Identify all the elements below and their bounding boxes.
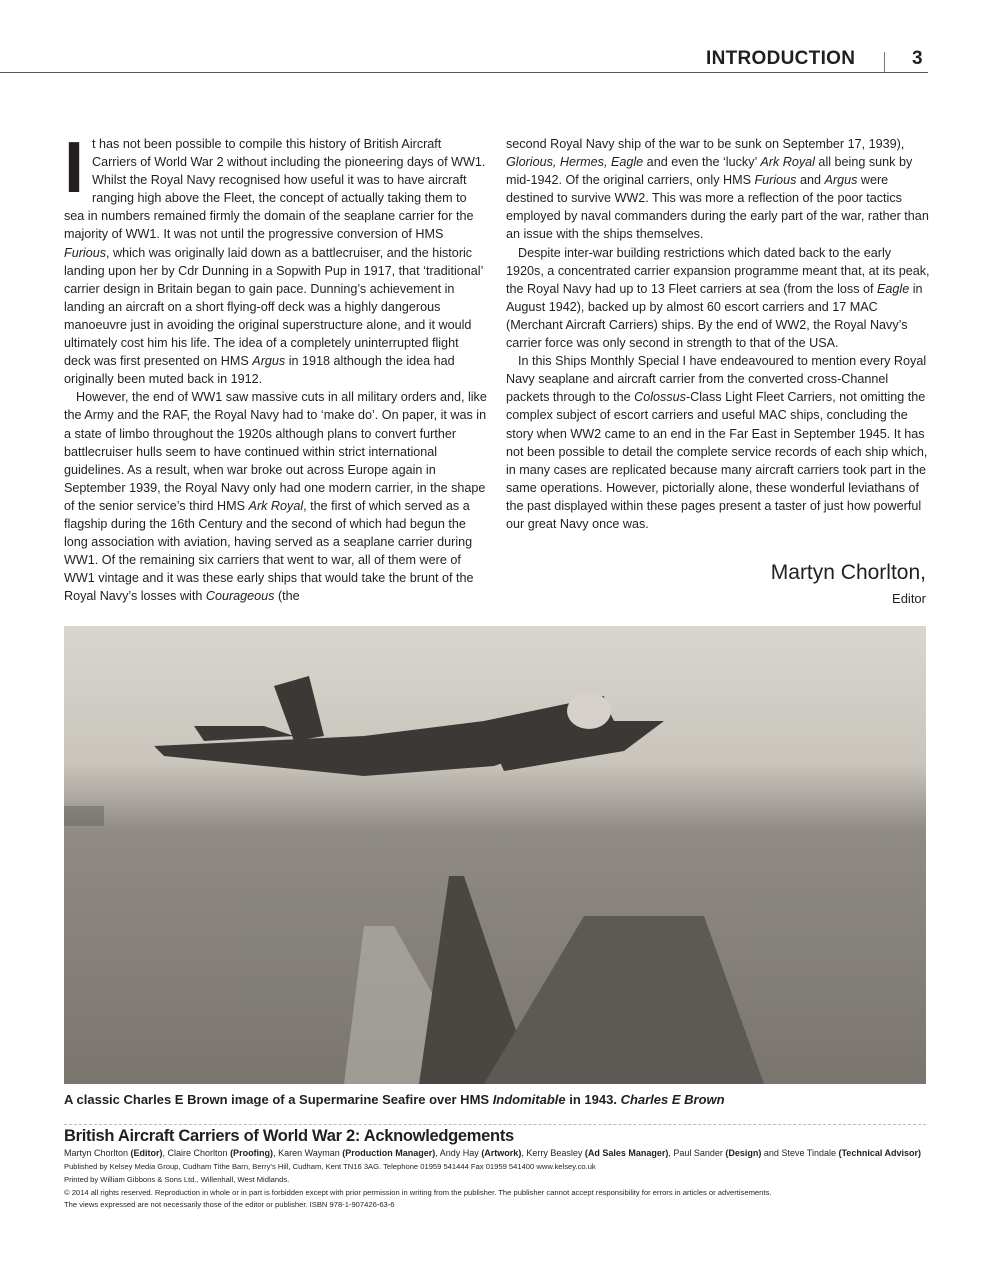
text-run: Indomitable (492, 1092, 566, 1107)
text-run: (the (274, 589, 300, 604)
seafire-photo (64, 626, 926, 1084)
text-run: Colossus (634, 390, 686, 405)
text-run: and (796, 173, 825, 188)
article-column-2 (506, 135, 930, 533)
text-run: were destined to survive WW2. This was more a reflection of the poor tactics employed by naval commanders during the early part of the war, rather than an issue with the ships themselves. (506, 173, 929, 242)
text-run: (Proofing) (230, 1148, 274, 1158)
text-run: and Steve Tindale (761, 1148, 839, 1158)
credits (64, 1148, 921, 1158)
author-signature: Martyn Chorlton, (770, 561, 926, 584)
text-run: all being sunk by mid-1942. Of the original carriers, only HMS (506, 155, 913, 188)
text-run: Courageous (205, 589, 275, 604)
text-run: In this Ships Monthly Special I have endeavoured to mention every Royal Navy seaplane and aircraft carrier from the converted cross-Channel packets through to the (506, 354, 927, 405)
author-role: Editor (892, 591, 926, 606)
text-run: Glorious, Hermes, Eagle (506, 155, 644, 170)
text-run: in 1918 although the idea had originally been muted back in 1912. (64, 354, 455, 387)
rights-notice: © 2014 all rights reserved. Reproduction in whole or in part is forbidden except with prior permission in writing from the publisher. The publisher cannot accept responsibility for errors in articles or advertisements. (64, 1188, 772, 1197)
acknowledgements-title: British Aircraft Carriers of World War 2: Acknowledgements (64, 1127, 514, 1145)
text-run: , Paul Sander (668, 1148, 726, 1158)
text-run: (Technical Advisor) (838, 1148, 922, 1158)
text-run: , Karen Wayman (273, 1148, 343, 1158)
text-run: and even the ‘lucky’ (643, 155, 761, 170)
paragraph (506, 135, 930, 244)
text-run: (Production Manager) (342, 1148, 436, 1158)
text-run: second Royal Navy ship of the war to be sunk on September 17, 1939), (506, 137, 905, 151)
text-run: Eagle (877, 281, 910, 296)
header-divider (884, 52, 885, 72)
text-run: in August 1942), backed up by almost 60 escort carriers and 17 MAC (Merchant Aircraft Carriers) ships. By the end of WW2, the Royal Navy’s carrier force was only second in strength to that of the USA. (506, 281, 923, 351)
text-run: , the first of which served as a flagship during the 16th Century and the second of which had begun the long association with aviation, having served as a seaplane carrier during WW1. Of the remaining six carriers that went to war, all of them were of WW1 vintage and it was these early ships that would take the brunt of the Royal Navy’s losses with (64, 498, 474, 604)
text-run: Ark Royal (248, 498, 304, 513)
photo-caption (64, 1092, 725, 1107)
text-run: Furious (754, 173, 797, 188)
text-run: , which was originally laid down as a battlecruiser, and the historic landing upon her by Cdr Dunning in a Sopwith Pup in 1917, that ‘traditional’ carrier design in Britain began to gain pace. Dunning’s achievement in landing an aircraft on a short flying-off deck was a highly dangerous manoeuvre just in avoiding the original superstructure alone, and it would ultimately cost him his life. The idea of a completely uninterrupted flight deck was first presented on HMS (64, 245, 483, 369)
text-run: A classic Charles E Brown image of a Supermarine Seafire over HMS (64, 1092, 493, 1107)
text-run: , Claire Chorlton (162, 1148, 231, 1158)
paragraph (64, 128, 488, 388)
divider (64, 1124, 926, 1125)
paragraph (506, 352, 930, 533)
text-run: Argus (824, 173, 858, 188)
text-run: (Ad Sales Manager) (584, 1148, 669, 1158)
text-run: However, the end of WW1 saw massive cuts in all military orders and, like the Army and the RAF, the Royal Navy had to ‘make do’. On paper, it was in a state of limbo throughout the 1920s although plans to convert further battlecruiser hulls seem to have continued within strict international guidelines. As a result, when war broke out across Europe again in September 1939, the Royal Navy only had one modern carrier, in the shape of the senior service’s third HMS (64, 390, 487, 513)
header-rule (0, 72, 928, 73)
paragraph (506, 244, 930, 353)
drop-cap: I (64, 128, 85, 208)
text-run: t has not been possible to compile this history of British Aircraft Carriers of World War 2 without including the pioneering days of WW1. Whilst the Royal Navy recognised how useful it was to have aircraft ranging high above the Fleet, the concept of actually taking them to sea in numbers remained firmly the domain of the seaplane carrier for the majority of WW1. It was not until the progressive conversion of HMS (64, 137, 486, 242)
text-run: Charles E Brown (620, 1092, 725, 1107)
text-run: Argus (252, 354, 286, 369)
printer-info: Printed by William Gibbons & Sons Ltd., Willenhall, West Midlands. (64, 1175, 290, 1184)
text-run: -Class Light Fleet Carriers, not omitting the complex subject of escort carriers and useful MAC ships, concluding the story when WW2 came to an end in the Far East in September 1945. It has not been possible to detail the complete service records of each ship which, in many cases are replicated because many aircraft carriers took part in the same operations. However, pictorially alone, these wonderful leviathans of the past displayed within these pages present a taster of just how powerful our great Navy once was. (506, 390, 928, 531)
text-run: , Kerry Beasley (521, 1148, 585, 1158)
disclaimer: The views expressed are not necessarily those of the editor or publisher. ISBN 978-1-907426-63-6 (64, 1200, 395, 1209)
text-run: Despite inter-war building restrictions which dated back to the early 1920s, a concentrated carrier expansion programme meant that, at its peak, the Royal Navy had up to 13 Fleet carriers at sea (from the loss of (506, 245, 930, 296)
text-run: in 1943. (565, 1092, 621, 1107)
page-number: 3 (912, 48, 923, 69)
article-column-1 (64, 128, 488, 605)
text-run: Martyn Chorlton (64, 1148, 131, 1158)
text-run: (Artwork) (481, 1148, 522, 1158)
text-run: (Editor) (130, 1148, 163, 1158)
text-run: Ark Royal (760, 155, 815, 170)
text-run: Furious (64, 245, 106, 260)
text-run: , Andy Hay (435, 1148, 482, 1158)
text-run: (Design) (725, 1148, 762, 1158)
publisher-info: Published by Kelsey Media Group, Cudham Tithe Barn, Berry’s Hill, Cudham, Kent TN16 3AG. Telephone 01959 541444 Fax 01959 541400 www.kelsey.co.uk (64, 1162, 596, 1171)
paragraph (64, 388, 488, 605)
section-title: INTRODUCTION (706, 48, 856, 69)
